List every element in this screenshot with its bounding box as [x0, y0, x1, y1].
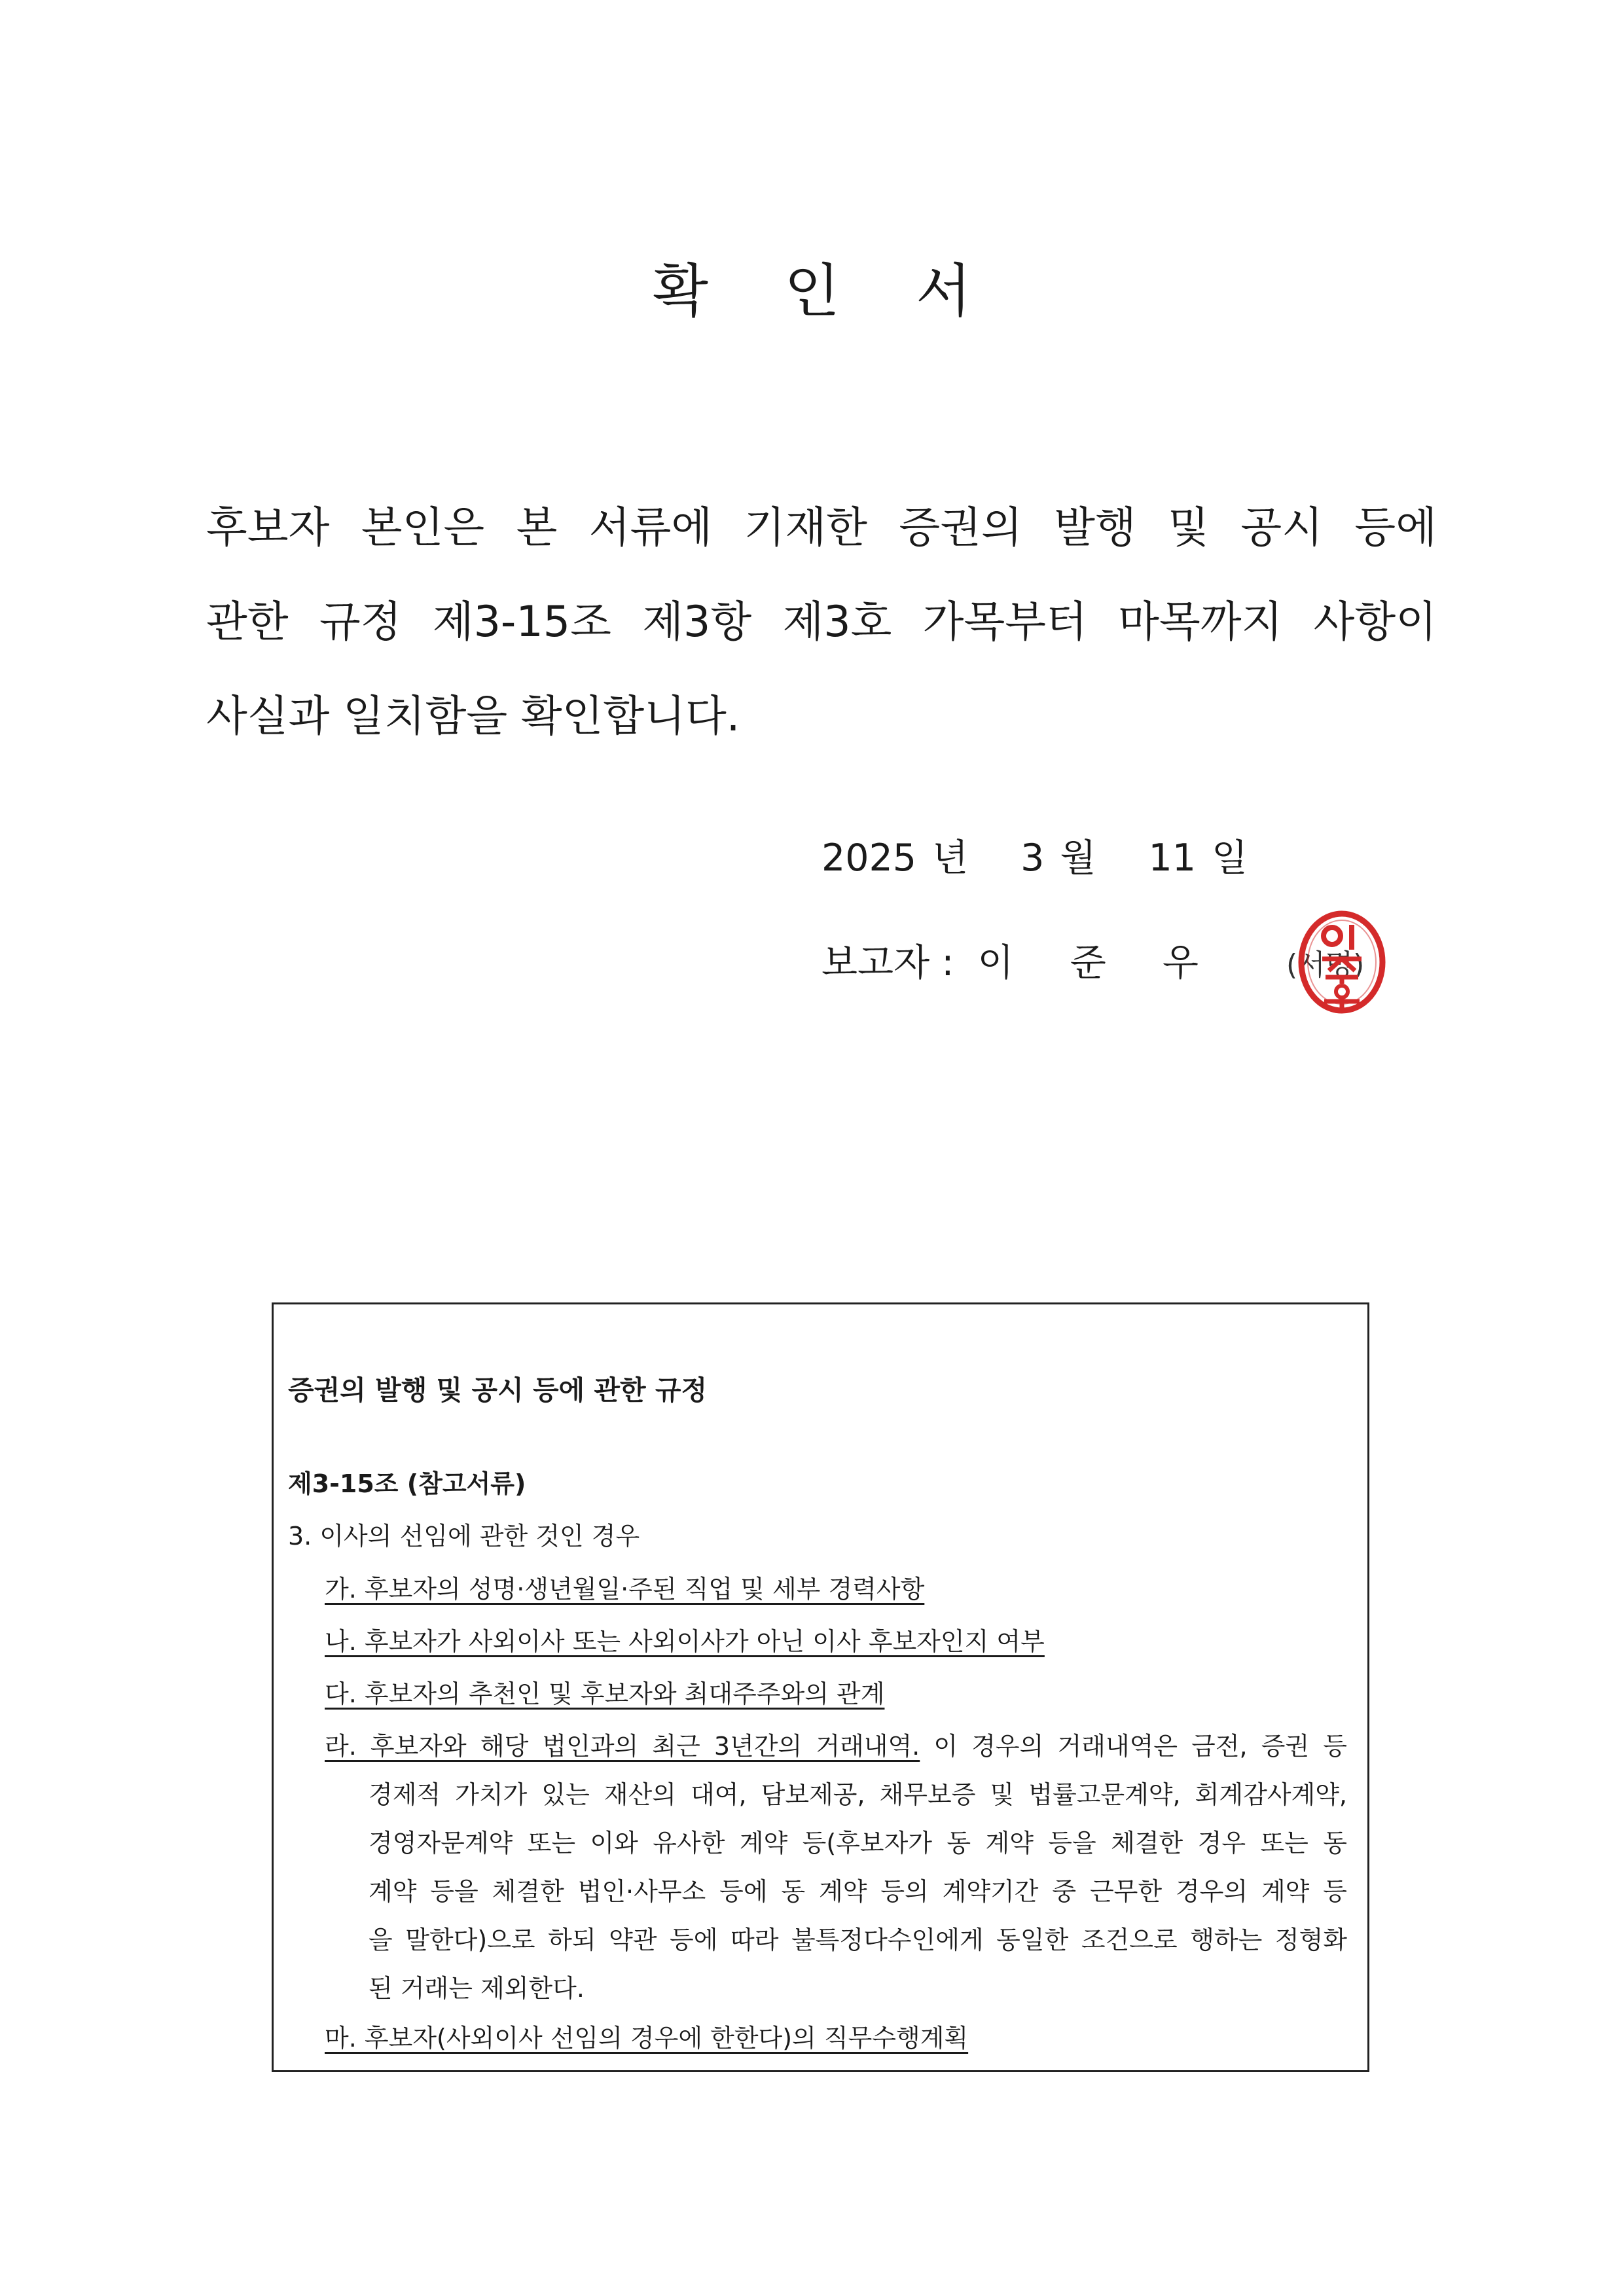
statement-line: 사실과 일치함을 확인합니다. [206, 692, 740, 741]
item-ra-underlined: 라. 후보자와 해당 법인과의 최근 3년간의 거래내역. [325, 1732, 920, 1761]
item-na-text: 나. 후보자가 사외이사 또는 사외이사가 아닌 이사 후보자인지 여부 [325, 1627, 1045, 1656]
date-year-unit: 년 [932, 836, 969, 880]
date-day: 11 [1148, 836, 1196, 880]
item-ra-continuation: 된 거래는 제외한다. [369, 1974, 585, 2003]
date-year: 2025 [821, 836, 917, 880]
item-ma-text: 마. 후보자(사외이사 선임의 경우에 한한다)의 직무수행계획 [325, 2024, 969, 2053]
item-ra-continuation: 경제적 가치가 있는 재산의 대여, 담보제공, 채무보증 및 법률고문계약, 회계감사계약, [369, 1780, 1347, 1809]
item-ga-text: 가. 후보자의 성명·생년월일·주된 직업 및 세부 경력사항 [325, 1575, 925, 1604]
item-ra-continuation: 을 말한다)으로 하되 약관 등에 따라 불특정다수인에게 동일한 조건으로 행하는 정형화 [369, 1926, 1347, 1954]
reporter-line [821, 933, 1221, 986]
signing-date [821, 828, 1248, 882]
seal-stamp-icon [1293, 906, 1391, 1018]
signature-label: (서명) [1286, 948, 1365, 982]
date-month: 3 [1020, 836, 1045, 880]
reporter-label: 보고자 : [821, 941, 954, 984]
item-ga [325, 1569, 924, 1605]
statement-line: 후보자 본인은 본 서류에 기재한 증권의 발행 및 공시 등에 [206, 503, 1437, 552]
date-month-unit: 월 [1060, 836, 1096, 880]
confirmation-statement [206, 481, 1437, 764]
item-da-text: 다. 후보자의 추천인 및 후보자와 최대주주와의 관계 [325, 1679, 885, 1708]
reporter-name: 이 준 우 [977, 941, 1221, 984]
document-title: 확 인 서 [653, 257, 1000, 325]
item-da [325, 1674, 884, 1710]
regulation-reference-box [272, 1302, 1369, 2072]
item-ra-continuation: 경영자문계약 또는 이와 유사한 계약 등(후보자가 동 계약 등을 체결한 경우 또는 동 [369, 1829, 1347, 1857]
item-ra-continuation: 계약 등을 체결한 법인·사무소 등에 동 계약 등의 계약기간 중 근무한 경우의 계약 등 [369, 1877, 1347, 1906]
item-ma [325, 2018, 968, 2054]
item-ra [325, 1726, 1347, 1762]
item-ra-rest: 이 경우의 거래내역은 금전, 증권 등 [920, 1732, 1347, 1761]
item-na [325, 1621, 1045, 1657]
clause-heading: 3. 이사의 선임에 관한 것인 경우 [288, 1522, 640, 1551]
statement-line: 관한 규정 제3-15조 제3항 제3호 가목부터 마목까지 사항이 [206, 598, 1437, 647]
date-day-unit: 일 [1211, 836, 1248, 880]
article-title: 제3-15조 (참고서류) [288, 1469, 526, 1498]
regulation-title: 증권의 발행 및 공시 등에 관한 규정 [288, 1374, 708, 1406]
